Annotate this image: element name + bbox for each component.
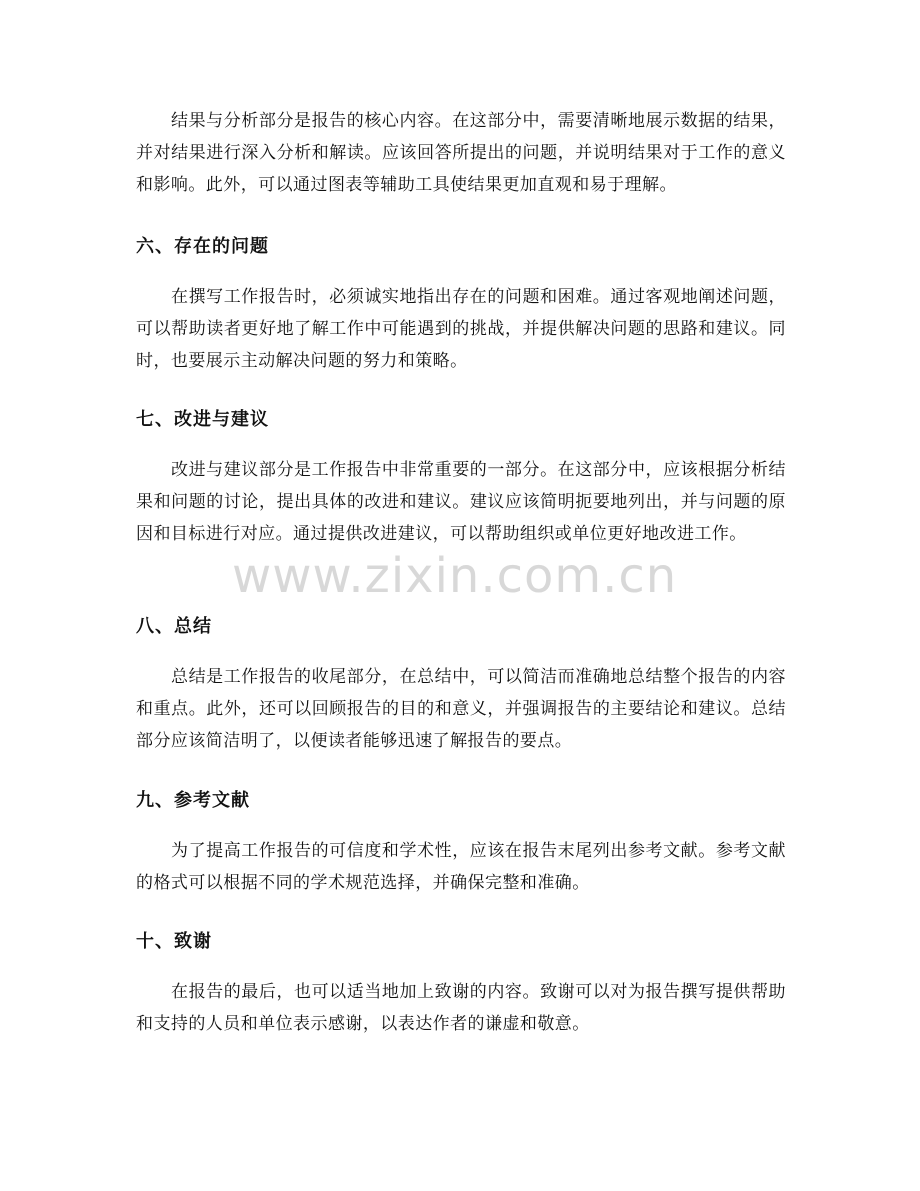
section-7-paragraph: 改进与建议部分是工作报告中非常重要的一部分。在这部分中，应该根据分析结果和问题的讨论，提出具体的改进和建议。建议应该简明扼要地列出，并与问题的原因和目标进行对应。通过提供改进建议，可以帮助组织或单位更好地改进工作。 [136,460,786,544]
section-5-paragraph: 结果与分析部分是报告的核心内容。在这部分中，需要清晰地展示数据的结果，并对结果进行深入分析和解读。应该回答所提出的问题，并说明结果对于工作的意义和影响。此外，可以通过图表等辅助工具使结果更加直观和易于理解。 [136,111,786,195]
watermark-text: www.zixin.com.cn [232,548,678,604]
section-7-heading: 七、改进与建议 [136,409,269,430]
section-6-paragraph: 在撰写工作报告时，必须诚实地指出存在的问题和困难。通过客观地阐述问题，可以帮助读者更好地了解工作中可能遇到的挑战，并提供解决问题的思路和建议。同时，也要展示主动解决问题的努力和策略。 [136,287,786,371]
section-10-paragraph: 在报告的最后，也可以适当地加上致谢的内容。致谢可以对为报告撰写提供帮助和支持的人员和单位表示感谢，以表达作者的谦虚和敬意。 [136,982,786,1034]
section-6-heading: 六、存在的问题 [136,236,269,257]
section-9-heading: 九、参考文献 [136,790,250,811]
section-9-paragraph: 为了提高工作报告的可信度和学术性，应该在报告末尾列出参考文献。参考文献的格式可以根据不同的学术规范选择，并确保完整和准确。 [136,841,786,893]
section-10-heading: 十、致谢 [136,931,212,952]
section-8-paragraph: 总结是工作报告的收尾部分，在总结中，可以简洁而准确地总结整个报告的内容和重点。此外，还可以回顾报告的目的和意义，并强调报告的主要结论和建议。总结部分应该简洁明了，以便读者能够迅速了解报告的要点。 [136,667,786,751]
section-8-heading: 八、总结 [136,616,212,637]
